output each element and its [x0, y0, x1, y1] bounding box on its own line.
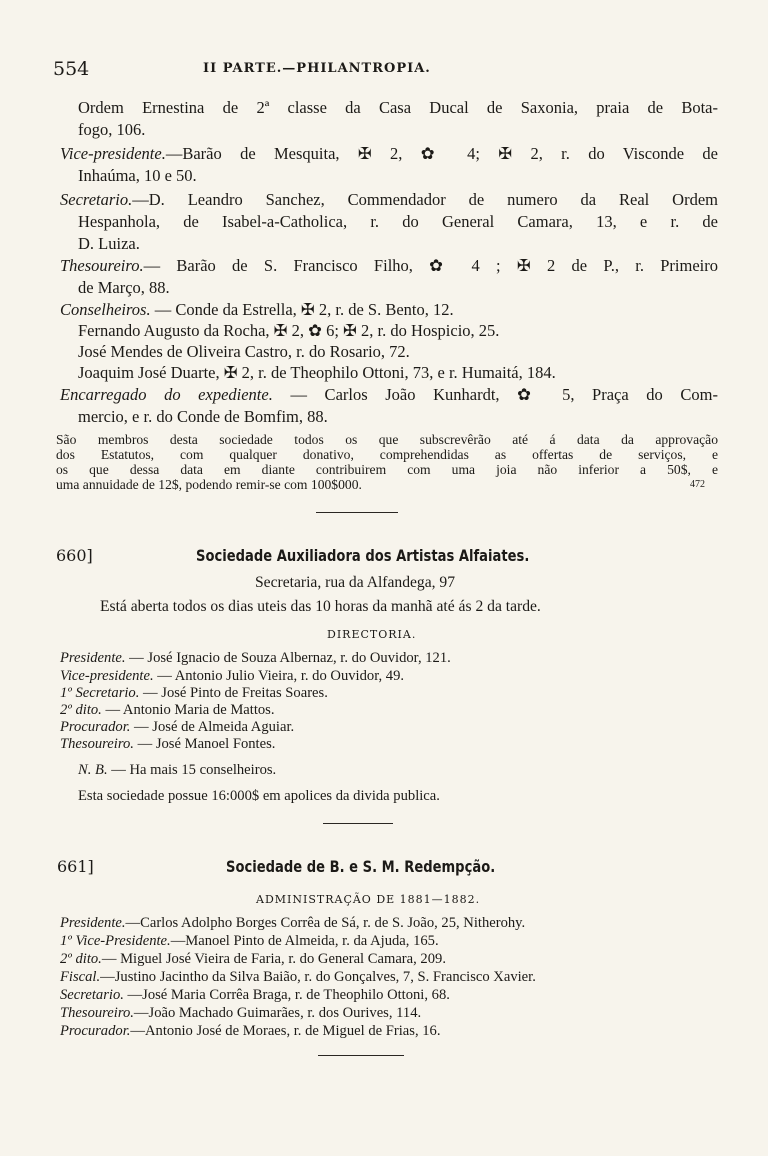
role-entry: — Antonio Maria de Mattos. [101, 702, 275, 718]
text-line: fogo, 106. [78, 120, 146, 139]
role-label: Vice-presidente. [60, 144, 166, 163]
note-line: São membros desta sociedade todos os que subscrevêrão até á data da approvação [56, 432, 718, 447]
role-label: 2º dito. [60, 702, 102, 718]
entry-number: 661] [57, 857, 94, 876]
text-line [60, 915, 525, 932]
role-entry: —João Machado Guimarães, r. dos Ourives, 114. [133, 1005, 422, 1021]
text-line [60, 933, 439, 950]
text-line [78, 762, 276, 779]
text-line [60, 987, 450, 1004]
role-label: 2º dito. [60, 951, 102, 967]
page-header [53, 58, 713, 80]
role-entry: — Barão de S. Francisco Filho, ✿ 4 ; ✠ 2 de P., r. Primeiro [143, 256, 718, 275]
role-label: Secretario. [60, 987, 124, 1003]
text-line [60, 719, 294, 736]
role-label: Thesoureiro. [60, 256, 144, 275]
role-label: Encarregado do expediente. [60, 385, 273, 404]
section-title: Sociedade de B. e S. M. Redempção. [226, 857, 496, 876]
role-entry: — Conde da Estrella, ✠ 2, r. de S. Bento, 12. [150, 300, 454, 319]
role-entry: —D. Leandro Sanchez, Commendador de numero da Real Ordem [132, 190, 718, 209]
section-divider [318, 1055, 404, 1056]
role-label: Vice-presidente. [60, 668, 154, 684]
role-label: Thesoureiro. [60, 736, 134, 752]
role-label: Fiscal. [60, 969, 101, 985]
text-line: Ordem Ernestina de 2ª classe da Casa Ducal de Saxonia, praia de Bota- [78, 98, 718, 117]
note-ref-number: 472 [690, 479, 705, 490]
text-line: Inhaúma, 10 e 50. [78, 166, 197, 185]
section-title: Sociedade Auxiliadora dos Artistas Alfaiates. [196, 546, 530, 565]
role-entry: —Antonio José de Moraes, r. de Miguel de Frias, 16. [130, 1023, 441, 1039]
role-entry: — José Manoel Fontes. [133, 736, 276, 752]
section-divider [323, 823, 393, 824]
note-line: os que dessa data em diante contribuirem com uma joia não inferior a 50$, e [56, 462, 718, 477]
role-entry: —José Maria Corrêa Braga, r. de Theophilo Ottoni, 68. [123, 987, 450, 1003]
text-line [60, 685, 328, 702]
role-entry: —Manoel Pinto de Almeida, r. da Ajuda, 165. [170, 933, 439, 949]
note-line: dos Estatutos, com qualquer donativo, comprehendidas as offertas de serviços, e [56, 447, 718, 462]
role-label: Procurador. [60, 719, 131, 735]
text-line [60, 144, 718, 164]
role-entry: — Carlos João Kunhardt, ✿ 5, Praça do Com- [272, 385, 718, 404]
role-label: Conselheiros. [60, 300, 151, 319]
text-line [60, 1005, 421, 1022]
text-line [60, 650, 451, 667]
page-number: 554 [53, 58, 90, 80]
entry-number: 660] [56, 546, 93, 565]
text-line [60, 951, 446, 968]
role-entry: — Antonio Julio Vieira, r. do Ouvidor, 49. [153, 668, 405, 684]
text-line [60, 702, 275, 719]
text-line [60, 190, 718, 210]
nb-text: — Ha mais 15 conselheiros. [107, 762, 277, 778]
text-line: Hespanhola, de Isabel-a-Catholica, r. do General Camara, 13, e r. de [78, 212, 718, 231]
role-label: 1º Vice-Presidente. [60, 933, 171, 949]
text-line: Fernando Augusto da Rocha, ✠ 2, ✿ 6; ✠ 2, r. do Hospicio, 25. [78, 321, 500, 340]
role-entry: — José Ignacio de Souza Albernaz, r. do Ouvidor, 121. [125, 650, 451, 666]
text-line: D. Luiza. [78, 234, 140, 253]
text-line [60, 256, 718, 276]
text-line: Joaquim José Duarte, ✠ 2, r. de Theophilo Ottoni, 73, e r. Humaitá, 184. [78, 363, 556, 382]
role-entry: —Barão de Mesquita, ✠ 2, ✿ 4; ✠ 2, r. do Visconde de [165, 144, 718, 163]
text-line [60, 736, 275, 753]
section-divider [316, 512, 398, 513]
role-label: Secretario. [60, 190, 133, 209]
text-line: Esta sociedade possue 16:000$ em apolices da divida publica. [78, 788, 440, 804]
subheading: ADMINISTRAÇÃO DE 1881—1882. [256, 893, 481, 906]
text-line [60, 1023, 440, 1040]
role-entry: — José Pinto de Freitas Soares. [139, 685, 328, 701]
text-line: mercio, e r. do Conde de Bomfim, 88. [78, 407, 328, 426]
text-line: Secretaria, rua da Alfandega, 97 [255, 574, 456, 591]
text-line [60, 668, 404, 685]
text-line: Está aberta todos os dias uteis das 10 horas da manhã até ás 2 da tarde. [100, 598, 541, 615]
role-entry: — Miguel José Vieira de Faria, r. do General Camara, 209. [101, 951, 446, 967]
text-line [60, 385, 718, 405]
note-line: uma annuidade de 12$, podendo remir-se com 100$000. [56, 477, 362, 492]
subheading: DIRECTORIA. [327, 628, 417, 641]
role-label: Thesoureiro. [60, 1005, 134, 1021]
text-line: de Março, 88. [78, 278, 170, 297]
role-entry: —Justino Jacintho da Silva Baião, r. do Gonçalves, 7, S. Francisco Xavier. [100, 969, 536, 985]
text-line: José Mendes de Oliveira Castro, r. do Rosario, 72. [78, 342, 410, 361]
running-title: II PARTE.—PHILANTROPIA. [203, 61, 431, 76]
nb-label: N. B. [78, 762, 108, 778]
role-label: 1º Secretario. [60, 685, 140, 701]
role-label: Procurador. [60, 1023, 131, 1039]
text-line [60, 300, 454, 320]
role-label: Presidente. [60, 915, 126, 931]
role-entry: — José de Almeida Aguiar. [130, 719, 295, 735]
text-line [60, 969, 536, 986]
role-label: Presidente. [60, 650, 126, 666]
role-entry: —Carlos Adolpho Borges Corrêa de Sá, r. de S. João, 25, Nitherohy. [125, 915, 526, 931]
